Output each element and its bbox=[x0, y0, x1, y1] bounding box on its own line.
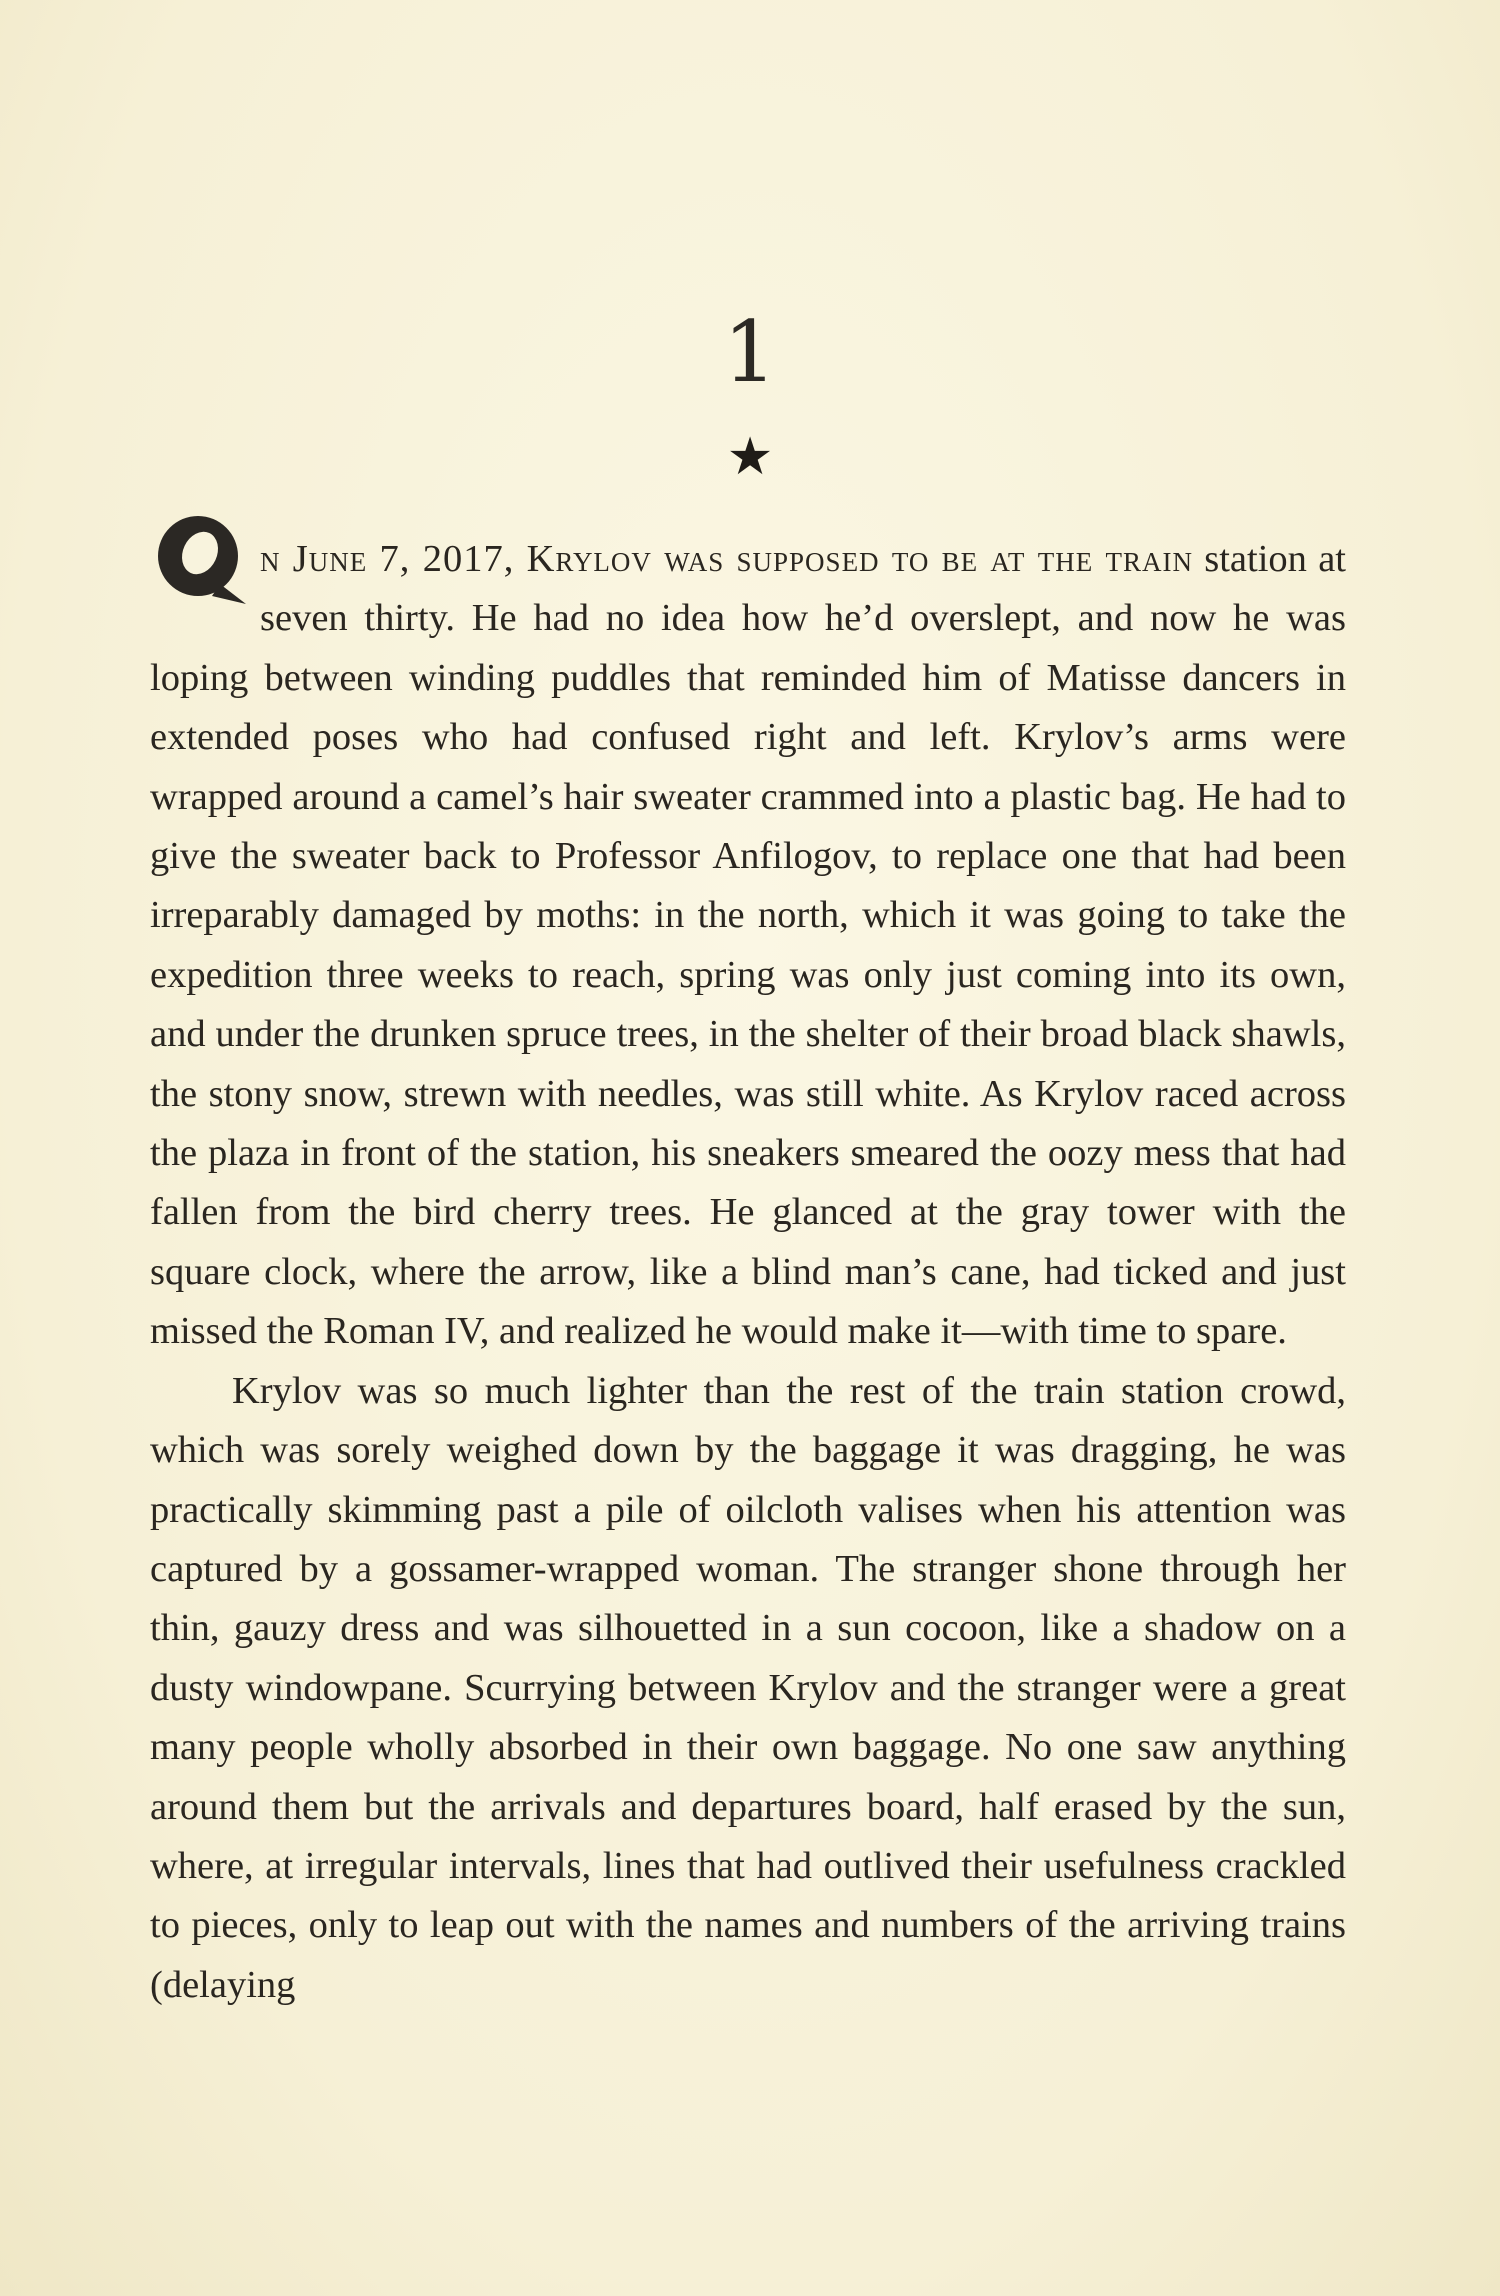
star-ornament-icon: ★ bbox=[726, 429, 774, 486]
paragraph-1 bbox=[150, 530, 1346, 1362]
drop-cap-o-icon bbox=[150, 508, 254, 604]
chapter-number: 1 bbox=[723, 303, 777, 401]
drop-cap bbox=[150, 508, 254, 604]
paragraph-2: Krylov was so much lighter than the rest of the train station crowd, which was sorely weighed down by the baggage it was dragging, he was practically skimming past a pile of oilcloth valises when his attention was captured by a gossamer-wrapped woman. The stranger shone through her thin, gauzy dress and was silhouetted in a sun cocoon, like a shadow on a dusty windowpane. Scurrying between Krylov and the stranger were a great many people wholly absorbed in their own baggage. No one saw anything around them but the arrivals and departures board, half erased by the sun, where, at irregular intervals, lines that had outlived their usefulness crackled to pieces, only to leap out with the names and numbers of the arriving trains (delaying bbox=[150, 1369, 1346, 2006]
paragraph-1-text: station at seven thirty. He had no idea how he’d overslept, and now he was loping between winding puddles that reminded him of Matisse dancers in extended poses who had confused right and left. Krylov’s arms were wrapped around a camel’s hair sweater crammed into a plastic bag. He had to give the sweater back to Professor Anfilogov, to replace one that had been irreparably damaged by moths: in the north, which it was going to take the expedition three weeks to reach, spring was only just coming into its own, and under the drunken spruce trees, in the shelter of their broad black shawls, the stony snow, strewn with needles, was still white. As Krylov raced across the plaza in front of the station, his sneakers smeared the oozy mess that had fallen from the bird cherry trees. He glanced at the gray tower with the square clock, where the arrow, like a blind man’s cane, had ticked and just missed the Roman IV, and realized he would make it—with time to spare. bbox=[150, 538, 1346, 1353]
drop-cap-letter bbox=[150, 604, 151, 605]
body-text bbox=[150, 530, 1346, 2015]
opening-small-caps: n June 7, 2017, Krylov was supposed to be at the train bbox=[260, 538, 1193, 580]
